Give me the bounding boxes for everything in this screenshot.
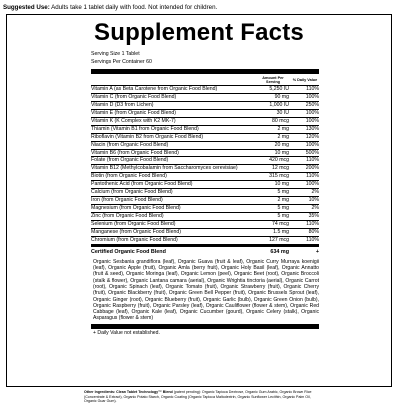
nutrient-amount: 2 mg — [277, 197, 289, 204]
blend-name: Certified Organic Food Blend — [91, 248, 166, 255]
nutrient-name: Niacin (from Organic Food Blend) — [91, 141, 169, 148]
nutrient-amount: 5 mg — [277, 205, 289, 212]
blend-ingredients: Organic Sesbania grandiflora (leaf), Organic Guava (fruit & leaf), Organic Curry Murraya koenigii (leaf), Organic Apple (fruit), Organic Amla (berry fruit), Organic Holy Basil (leaf), Organic Annatto (fruit & seed), Organic Moringa (leaf), Organic Lemon (peel), Organic Beet (root), Organic Broccoli (stalk & flower), Organic Lantana camara (aerial), Organic Wrightia tinctoria (aerial), Organic Carrot (root), Organic Spinach (leaf), Organic Tomato (fruit), Organic Strawberry (fruit), Organic Cherry (fruit), Organic Blackberry (fruit), Organic Green Bell Pepper (fruit), Organic Brussels Sprout (leaf), Organic Ginger (root), Organic Blueberry (fruit), Organic Garlic (bulb), Organic Green Onion (bulb), Organic Raspberry (fruit), Organic Parsley (leaf), Organic Cauliflower (flower & stem), Organic Red Cabbage (leaf), Organic Kale (leaf), Organic Cucumber (gourd), Organic Celery (stalk), Organic Asparagus (flower & stem) — [93, 258, 319, 322]
dv-header: % Daily Value — [292, 77, 318, 82]
nutrient-row — [91, 150, 319, 158]
nutrient-row — [91, 189, 319, 197]
nutrient-amount: 30 IU — [276, 109, 289, 116]
suggested-use — [3, 2, 397, 14]
nutrient-dv: 80% — [308, 228, 319, 235]
nutrient-name: Chromium (from Organic Food Blend) — [91, 236, 178, 243]
nutrient-amount: 315 mcg — [269, 173, 289, 180]
nutrient-dv: 110% — [306, 236, 319, 243]
nutrient-name: Biotin (from Organic Food Blend) — [91, 173, 167, 180]
suggested-use-text: Adults take 1 tablet daily with food. Not intended for children. — [51, 4, 218, 11]
nutrient-row — [91, 213, 319, 221]
nutrient-dv: 2% — [311, 189, 319, 196]
nutrient-row — [91, 102, 319, 110]
facts-header — [91, 74, 319, 85]
nutrient-row — [91, 157, 319, 165]
nutrient-name: Calcium (from Organic Food Blend) — [91, 189, 173, 196]
nutrient-name: Vitamin D (D3 from Lichen) — [91, 101, 154, 108]
nutrient-amount: 74 mcg — [271, 220, 289, 227]
nutrient-dv: 120% — [305, 133, 319, 140]
nutrient-row — [91, 237, 319, 245]
nutrient-amount: 80 mcg — [271, 117, 289, 124]
nutrient-row — [91, 173, 319, 181]
nutrient-amount: 2 mg — [277, 133, 289, 140]
nutrient-name: Thiamin (Vitamin B1 from Organic Food Blend) — [91, 125, 199, 132]
nutrient-name: Vitamin B6 (from Organic Food Blend) — [91, 149, 179, 156]
blend-row — [91, 247, 319, 257]
nutrient-list — [91, 86, 319, 245]
nutrient-dv: 110% — [306, 173, 319, 180]
nutrient-amount: 10 mg — [274, 181, 289, 188]
nutrient-name: Riboflavin (Vitamin B2 from Organic Food Blend) — [91, 133, 204, 140]
nutrient-name: Folate (from Organic Food Blend) — [91, 157, 169, 164]
nutrient-row — [91, 118, 319, 126]
nutrient-row — [91, 126, 319, 134]
nutrient-dv: 110% — [306, 157, 319, 164]
nutrient-dv: 35% — [308, 213, 319, 219]
servings-per-container: Servings Per Container 60 — [91, 58, 152, 65]
nutrient-name: Magnesium (from Organic Food Blend) — [91, 205, 181, 212]
nutrient-row — [91, 94, 319, 102]
nutrient-row — [91, 110, 319, 118]
nutrient-dv: 100% — [305, 141, 319, 148]
nutrient-name: Vitamin A (as Beta Carotene from Organic Food Blend) — [91, 86, 218, 92]
nutrient-amount: 5,250 IU — [269, 86, 289, 92]
nutrient-amount: 90 mg — [274, 93, 289, 100]
blend-amount: 634 mg — [270, 248, 289, 255]
nutrient-dv: 110% — [306, 220, 319, 227]
nutrient-dv: 130% — [305, 125, 319, 132]
nutrient-row — [91, 197, 319, 205]
nutrient-name: Manganese (from Organic Food Blend) — [91, 228, 181, 235]
nutrient-name: Vitamin K (K Complex with K2 MK-7) — [91, 117, 176, 124]
nutrient-amount: 5 mg — [277, 189, 289, 196]
nutrient-dv: 10% — [308, 197, 319, 204]
nutrient-amount: 420 mcg — [269, 157, 289, 164]
nutrient-row — [91, 142, 319, 150]
nutrient-row — [91, 181, 319, 189]
suggested-use-label: Suggested Use: — [3, 4, 50, 11]
other-ingredients-text: (patent pending): Organic Tapioca Dextrose, Organic Gum Arabic, Organic Brown Rice (Concentrate & Extract), Organic Potato Starch, Organic Coating (Organic Tapioca Maltodextrin, Organic Sunflower Lecithin, Organic Palm Oil, Organic Guar Gum). — [84, 390, 312, 404]
nutrient-amount: 1.5 mg — [273, 228, 289, 235]
nutrient-row — [91, 205, 319, 213]
nutrient-row — [91, 221, 319, 229]
nutrient-row — [91, 134, 319, 142]
nutrient-dv: 250% — [305, 101, 319, 108]
nutrient-amount: 2 mg — [277, 125, 289, 132]
nutrient-dv: 100% — [305, 93, 319, 100]
nutrient-name: Vitamin E (from Organic Food Blend) — [91, 109, 176, 116]
nutrient-dv: 2% — [311, 205, 319, 212]
footnote: + Daily Value not established. — [93, 329, 160, 336]
panel-title: Supplement Facts — [94, 19, 304, 46]
serving-info — [91, 51, 321, 66]
supplement-facts-panel — [6, 14, 392, 387]
nutrient-name: Zinc (from Organic Food Blend) — [91, 213, 164, 219]
nutrient-row — [91, 229, 319, 237]
serving-size: Serving Size 1 Tablet — [91, 51, 140, 57]
nutrient-name: Vitamin B12 (Methylcobalamin from Saccharomyces cerevisiae) — [91, 165, 238, 172]
nutrient-name: Vitamin C (from Organic Food Blend) — [91, 93, 177, 100]
nutrient-row — [91, 86, 319, 94]
nutrient-amount: 20 mg — [274, 141, 289, 148]
nutrient-row — [91, 165, 319, 173]
other-ingredients — [84, 390, 314, 404]
nutrient-dv: 100% — [305, 181, 319, 188]
nutrient-dv: 110% — [306, 86, 319, 92]
nutrient-amount: 127 mcg — [269, 236, 289, 243]
facts-table — [91, 69, 319, 337]
nutrient-dv: 200% — [305, 165, 319, 172]
nutrient-name: Iron (from Organic Food Blend) — [91, 197, 163, 204]
blend-dv: + — [315, 248, 319, 255]
nutrient-name: Selenium (from Organic Food Blend) — [91, 220, 176, 227]
nutrient-amount: 10 mg — [274, 149, 289, 156]
nutrient-amount: 5 mg — [277, 213, 289, 219]
other-ingredients-label: Other Ingredients: Clean Tablet Technology™ Blend — [84, 390, 173, 394]
nutrient-dv: 100% — [305, 109, 319, 116]
nutrient-amount: 1,000 IU — [269, 101, 289, 108]
nutrient-dv: 500% — [305, 149, 319, 156]
nutrient-name: Pantothenic Acid (from Organic Food Blend) — [91, 181, 193, 188]
amount-header: Amount Per Serving — [262, 75, 284, 84]
nutrient-dv: 100% — [305, 117, 319, 124]
nutrient-amount: 12 mcg — [271, 165, 289, 172]
